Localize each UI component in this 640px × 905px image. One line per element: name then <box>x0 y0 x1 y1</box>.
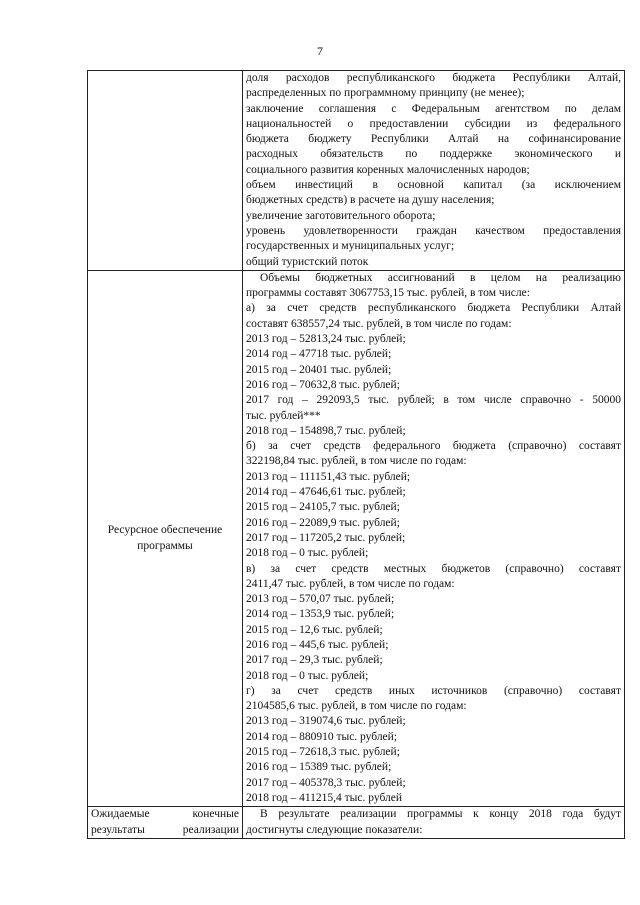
content-line: 2017 год – 405378,3 тыс. рублей; <box>246 776 406 789</box>
content-line: 2014 год – 1353,9 тыс. рублей; <box>246 608 395 621</box>
content-line: 2015 год – 20401 тыс. рублей; <box>246 363 392 376</box>
content-line: увеличение заготовительного оборота; <box>246 209 436 222</box>
content-line: 2014 год – 47646,61 тыс. рублей; <box>246 486 406 499</box>
content-line: а) за счет средств республиканского бюджета Республики Алтай <box>246 302 621 315</box>
passport-row <box>88 807 625 839</box>
content-line: 2013 год – 319074,6 тыс. рублей; <box>246 715 406 728</box>
content-line: в) за счет средств местных бюджетов (справочно) составят <box>246 562 621 575</box>
content-line: 2014 год – 880910 тыс. рублей; <box>246 730 398 743</box>
content-line: составят 638557,24 тыс. рублей, в том числе по годам: <box>246 317 512 330</box>
row-label-line: программы <box>137 539 193 552</box>
passport-row <box>88 71 625 271</box>
content-line: 2018 год – 154898,7 тыс. рублей; <box>246 424 406 437</box>
content-line: общий туристский поток <box>246 255 369 268</box>
row-label-line: результаты реализации <box>91 823 239 836</box>
content-line: 2013 год – 570,07 тыс. рублей; <box>246 593 395 606</box>
row-label-cell <box>88 270 243 806</box>
program-passport-table <box>87 70 625 839</box>
content-line: программы составят 3067753,15 тыс. рублей, в том числе: <box>246 287 530 300</box>
row-label-line: Ресурсное обеспечение <box>107 524 223 537</box>
row-content-cell <box>243 270 625 806</box>
content-line: национальностей о предоставлении субсидии из федерального <box>246 117 621 130</box>
content-line: 2018 год – 411215,4 тыс. рублей <box>246 791 403 804</box>
content-line: 2015 год – 72618,3 тыс. рублей; <box>246 746 400 759</box>
content-line: 2016 год – 70632,8 тыс. рублей; <box>246 378 400 391</box>
row-label-line: Ожидаемые конечные <box>91 808 239 821</box>
content-line: бюджетных средств) в расчете на душу населения; <box>246 194 495 207</box>
row-label-cell <box>88 71 243 271</box>
content-line: распределенных по программному принципу (не менее); <box>246 87 525 100</box>
content-line: социального развития коренных малочисленных народов; <box>246 163 530 176</box>
content-line: уровень удовлетворенности граждан качеством предоставления <box>246 224 621 237</box>
content-line: 322198,84 тыс. рублей, в том числе по годам: <box>246 455 467 468</box>
content-line: тыс. рублей*** <box>246 409 321 422</box>
row-content-cell <box>243 807 625 839</box>
content-line: 2014 год – 47718 тыс. рублей; <box>246 348 392 361</box>
content-line: 2018 год – 0 тыс. рублей; <box>246 547 369 560</box>
passport-row <box>88 270 625 806</box>
content-line: 2015 год – 12,6 тыс. рублей; <box>246 623 383 636</box>
passport-table-body <box>88 71 625 839</box>
content-line: бюджета бюджету Республики Алтай на софинансирование <box>246 133 621 146</box>
content-line: В результате реализации программы к концу 2018 года будут <box>260 808 621 821</box>
content-line: 2104585,6 тыс. рублей, в том числе по годам: <box>246 700 467 713</box>
content-line: Объемы бюджетных ассигнований в целом на реализацию <box>260 271 621 284</box>
content-line: расходных обязательств по поддержке экономического и <box>246 148 621 161</box>
content-line: 2411,47 тыс. рублей, в том числе по годам: <box>246 577 455 590</box>
content-line: 2015 год – 24105,7 тыс. рублей; <box>246 501 400 514</box>
content-line: доля расходов республиканского бюджета Республики Алтай, <box>246 72 621 84</box>
content-line: достигнуты следующие показатели: <box>246 823 423 836</box>
content-line: 2013 год – 52813,24 тыс. рублей; <box>246 333 406 346</box>
content-line: объем инвестиций в основной капитал (за исключением <box>246 179 621 192</box>
content-line: заключение соглашения с Федеральным агентством по делам <box>246 102 621 115</box>
row-label-cell <box>88 807 243 839</box>
content-line: 2016 год – 22089,9 тыс. рублей; <box>246 516 400 529</box>
content-line: б) за счет средств федерального бюджета (справочно) составят <box>246 440 621 453</box>
content-line: г) за счет средств иных источников (справочно) составят <box>246 684 621 697</box>
content-line: 2017 год – 292093,5 тыс. рублей; в том числе справочно - 50000 <box>246 394 621 407</box>
content-line: 2016 год – 445,6 тыс. рублей; <box>246 638 389 651</box>
content-line: 2017 год – 29,3 тыс. рублей; <box>246 654 383 667</box>
content-line: 2018 год – 0 тыс. рублей; <box>246 669 369 682</box>
content-line: государственных и муниципальных услуг; <box>246 240 455 253</box>
content-line: 2016 год – 15389 тыс. рублей; <box>246 761 392 774</box>
page-number: 7 <box>317 44 323 58</box>
content-line: 2013 год – 111151,43 тыс. рублей; <box>246 470 411 483</box>
row-content-cell <box>243 71 625 271</box>
content-line: 2017 год – 117205,2 тыс. рублей; <box>246 531 406 544</box>
